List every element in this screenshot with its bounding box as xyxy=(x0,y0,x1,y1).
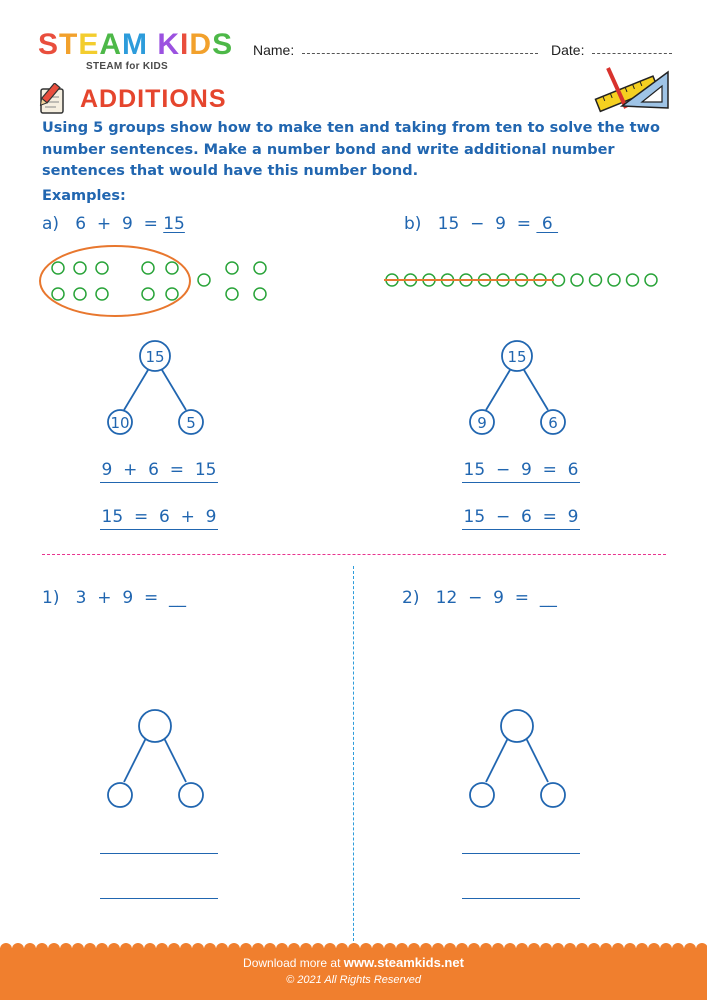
counter-dot xyxy=(52,288,64,300)
example-a-number-bond xyxy=(100,340,220,440)
counter-dot xyxy=(553,274,565,286)
vertical-divider xyxy=(353,566,354,946)
logo-subtitle: STEAM for KIDS xyxy=(86,61,168,72)
problem-1-number-bond[interactable] xyxy=(100,708,220,812)
bond-left-circle xyxy=(108,783,132,807)
bond-whole: 15 xyxy=(507,348,527,366)
logo-letter: D xyxy=(189,28,213,61)
footer-rights: © 2021 All Rights Reserved xyxy=(286,974,421,986)
example-b-number-bond xyxy=(462,340,582,440)
problem-1-answer-line-2[interactable] xyxy=(100,898,218,899)
footer-download-prefix: Download more at xyxy=(243,956,344,970)
example-b-answer: 6 xyxy=(536,214,559,234)
bond-left: 10 xyxy=(110,414,130,432)
counter-dot xyxy=(608,274,620,286)
logo-letter xyxy=(148,30,157,60)
counter-dot xyxy=(226,262,238,274)
problem-1-label: 1) xyxy=(42,588,60,608)
horizontal-divider xyxy=(42,554,666,555)
counter-dot xyxy=(166,262,178,274)
problem-1-equation xyxy=(42,588,186,608)
counter-dot xyxy=(96,262,108,274)
logo-letter: A xyxy=(99,28,123,61)
problem-1-answer-line-1[interactable] xyxy=(100,853,218,854)
counter-dot xyxy=(254,288,266,300)
counter-dot xyxy=(627,274,639,286)
counter-dot xyxy=(142,288,154,300)
example-b-expression: 15 − 9 = xyxy=(437,214,537,234)
bond-left-circle xyxy=(470,783,494,807)
date-label: Date: xyxy=(551,42,585,58)
bond-left: 9 xyxy=(477,414,487,432)
example-b-sentence-1: 15 − 9 = 6 xyxy=(462,460,580,483)
title-row xyxy=(36,82,227,116)
logo-letter: S xyxy=(38,28,60,61)
example-a-sentence-2: 15 = 6 + 9 xyxy=(100,507,218,530)
logo-letter: I xyxy=(180,28,190,61)
example-a-label: a) xyxy=(42,214,60,234)
bond-right: 6 xyxy=(548,414,558,432)
example-b-sentence-2: 15 − 6 = 9 xyxy=(462,507,580,530)
example-a-sentence-1: 9 + 6 = 15 xyxy=(100,460,218,483)
counter-dot xyxy=(590,274,602,286)
ruler-triangle-icon xyxy=(590,64,674,114)
problem-1-expression: 3 + 9 = __ xyxy=(75,588,187,608)
name-label: Name: xyxy=(253,42,295,58)
ten-group-ellipse xyxy=(40,246,190,316)
problem-2-answer-line-1[interactable] xyxy=(462,853,580,854)
counter-dot xyxy=(571,274,583,286)
notepad-pencil-icon xyxy=(36,83,70,115)
logo-letter: M xyxy=(122,28,149,61)
counter-dot xyxy=(198,274,210,286)
counter-dot xyxy=(74,262,86,274)
example-b-label: b) xyxy=(404,214,422,234)
steam-kids-logo xyxy=(38,30,238,74)
logo-letter: S xyxy=(212,28,234,61)
bond-whole-circle xyxy=(139,710,171,742)
counter-dot xyxy=(226,288,238,300)
example-b-equation xyxy=(404,214,558,234)
bond-right: 5 xyxy=(186,414,196,432)
counter-dot xyxy=(166,288,178,300)
name-field-line[interactable] xyxy=(302,53,538,54)
counter-dot xyxy=(52,262,64,274)
problem-2-expression: 12 − 9 = __ xyxy=(435,588,557,608)
counter-dot xyxy=(645,274,657,286)
examples-label: Examples: xyxy=(42,188,126,204)
example-a-equation xyxy=(42,214,185,234)
date-field-line[interactable] xyxy=(592,53,672,54)
footer-band xyxy=(0,942,707,1000)
logo-wordmark xyxy=(38,30,238,60)
bond-whole: 15 xyxy=(145,348,165,366)
problem-2-label: 2) xyxy=(402,588,420,608)
example-a-answer: 15 xyxy=(163,214,185,234)
counter-dot xyxy=(142,262,154,274)
logo-letter: T xyxy=(59,28,79,61)
page-title: ADDITIONS xyxy=(80,84,227,113)
counter-dot xyxy=(96,288,108,300)
logo-letter: E xyxy=(78,28,100,61)
footer-site-link[interactable]: www.steamkids.net xyxy=(343,955,464,970)
problem-2-answer-line-2[interactable] xyxy=(462,898,580,899)
bond-whole-circle xyxy=(501,710,533,742)
problem-2-number-bond[interactable] xyxy=(462,708,582,812)
counter-dot xyxy=(254,262,266,274)
bond-right-circle xyxy=(541,783,565,807)
counter-dot xyxy=(74,288,86,300)
footer-download xyxy=(0,955,707,970)
problem-2-equation xyxy=(402,588,557,608)
logo-letter: K xyxy=(157,28,181,61)
example-a-counters xyxy=(38,240,278,320)
instructions: Using 5 groups show how to make ten and taking from ten to solve the two number sentences. Make a number bond and write additional number sentences that would have this number bond. xyxy=(42,120,660,179)
example-a-expression: 6 + 9 = xyxy=(75,214,164,234)
example-b-counters xyxy=(380,262,670,298)
bond-right-circle xyxy=(179,783,203,807)
